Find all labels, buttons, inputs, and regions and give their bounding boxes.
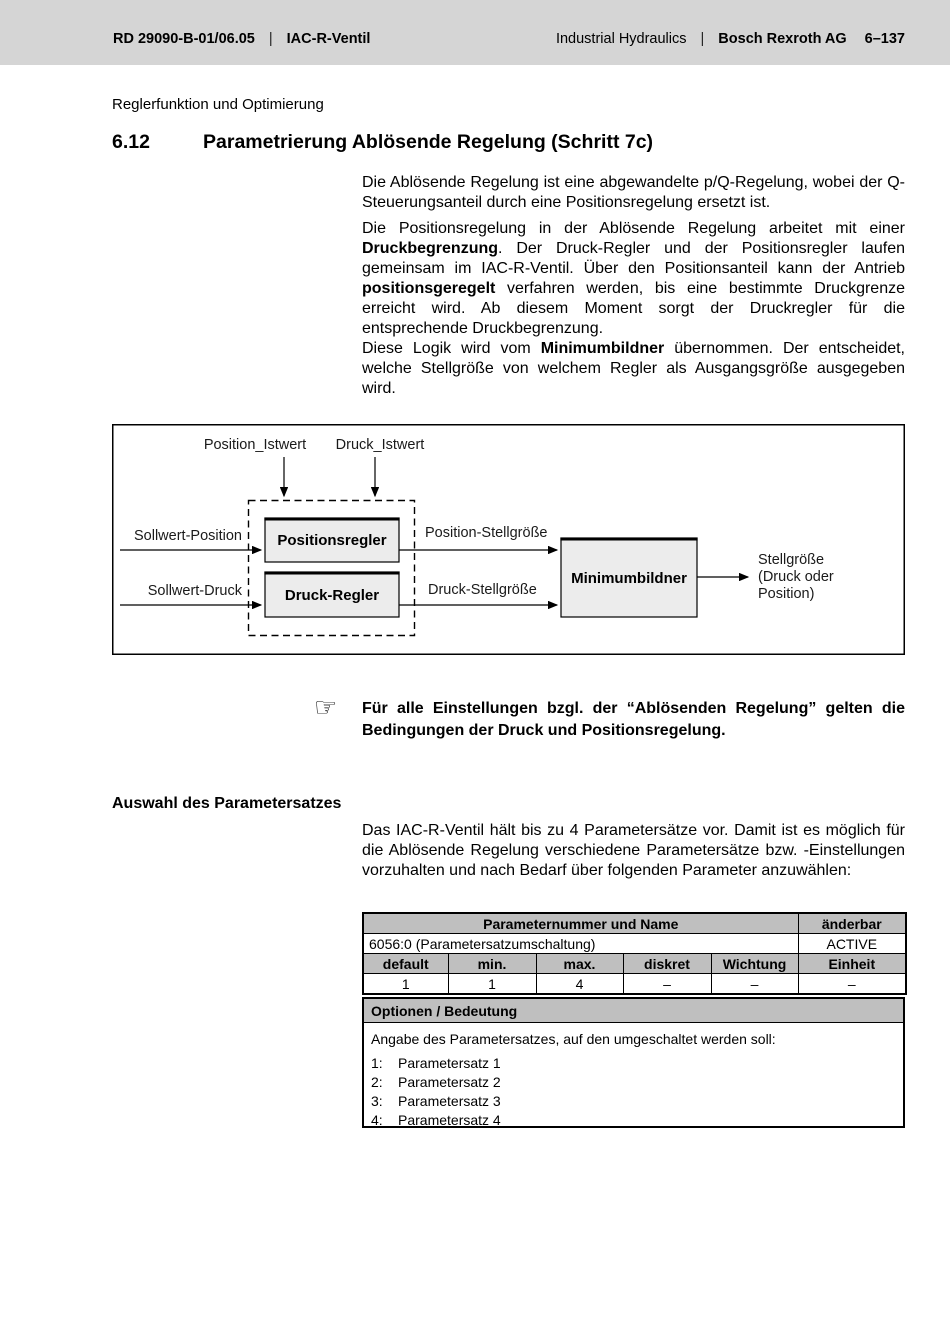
option-label: Parametersatz 1 xyxy=(398,1055,501,1071)
col-header-wichtung: Wichtung xyxy=(711,954,798,974)
keyword-positionsgeregelt: positionsgeregelt xyxy=(362,280,496,297)
block-positionsregler-label: Positionsregler xyxy=(277,532,387,549)
page-number: 6–137 xyxy=(864,30,905,47)
note-text: Für alle Einstellungen bzgl. der “Ablösenden Regelung” gelten die Bedingungen der Druck und Positionsregelung. xyxy=(362,700,905,739)
intro-paragraphs xyxy=(362,173,905,399)
param-id-cell: 6056:0 (Parametersatzumschaltung) xyxy=(363,934,798,954)
company-name: Bosch Rexroth AG xyxy=(718,30,847,47)
option-number: 2: xyxy=(371,1074,383,1090)
option-number: 1: xyxy=(371,1055,383,1071)
label-druck-istwert: Druck_Istwert xyxy=(335,437,425,453)
paragraph-2-text: Die Positionsregelung in der Ablösende Regelung arbeitet mit einer xyxy=(362,220,905,237)
paragraph-2-text: . Der Druck-Regler und der Positionsregler laufen gemeinsam im IAC-R-Ventil. Über den Positionsanteil kann der Antrieb xyxy=(362,240,905,277)
col-header-parameternummer: Parameternummer und Name xyxy=(363,913,798,934)
col-header-einheit: Einheit xyxy=(798,954,906,974)
breadcrumb: Reglerfunktion und Optimierung xyxy=(112,96,324,113)
col-header-min: min. xyxy=(448,954,536,974)
option-number: 4: xyxy=(371,1112,383,1128)
paragraph-3 xyxy=(362,339,905,399)
label-druck-stellgroesse: Druck-Stellgröße xyxy=(428,582,537,598)
header-right xyxy=(556,31,905,47)
table-row-values xyxy=(363,974,906,995)
list-item xyxy=(371,1111,896,1130)
value-wichtung: – xyxy=(711,974,798,995)
col-header-aenderbar: änderbar xyxy=(798,913,906,934)
product-name: IAC-R-Ventil xyxy=(286,30,371,47)
value-min: 1 xyxy=(448,974,536,995)
paragraph-3-text: übernommen. Der entscheidet, welche Stellgröße von welchem Regler als Ausgangsgröße ausgegeben wird. xyxy=(362,340,906,397)
value-default: 1 xyxy=(363,974,448,995)
block-minimumbildner-label: Minimumbildner xyxy=(571,570,687,587)
block-diagram xyxy=(112,424,905,655)
label-sollwert-druck: Sollwert-Druck xyxy=(147,583,242,599)
table-row-param-id xyxy=(363,934,906,954)
list-item xyxy=(371,1054,896,1073)
value-einheit: – xyxy=(798,974,906,995)
col-header-diskret: diskret xyxy=(623,954,711,974)
col-header-max: max. xyxy=(536,954,623,974)
option-number: 3: xyxy=(371,1093,383,1109)
value-max: 4 xyxy=(536,974,623,995)
value-diskret: – xyxy=(623,974,711,995)
subsection-intro: Das IAC-R-Ventil hält bis zu 4 Parametersätze vor. Damit ist es möglich für die Ablösende Regelung verschiedene Parametersätze bzw. -Einstellungen vorzuhalten und nach Bedarf über folgenden Parameter anzuwählen: xyxy=(362,822,905,879)
paragraph-3-text: Diese Logik wird vom xyxy=(362,340,541,357)
section-heading xyxy=(112,131,653,154)
label-sollwert-position: Sollwert-Position xyxy=(134,528,242,544)
section-title: Parametrierung Ablösende Regelung (Schritt 7c) xyxy=(203,131,654,153)
division-name: Industrial Hydraulics xyxy=(555,30,687,47)
keyword-druckbegrenzung: Druckbegrenzung xyxy=(362,240,499,257)
list-item xyxy=(371,1073,896,1092)
option-label: Parametersatz 4 xyxy=(398,1112,501,1128)
pointing-hand-icon: ☞ xyxy=(314,692,338,722)
option-label: Parametersatz 3 xyxy=(398,1093,501,1109)
label-position-istwert: Position_Istwert xyxy=(203,437,307,453)
col-header-default: default xyxy=(363,954,448,974)
block-druck-regler-label: Druck-Regler xyxy=(284,587,380,604)
parameter-table xyxy=(362,912,907,995)
changeable-value-cell: ACTIVE xyxy=(798,934,906,954)
paragraph-1: Die Ablösende Regelung ist eine abgewandelte p/Q-Regelung, wobei der Q-Steuerungsanteil durch eine Positionsregelung ersetzt ist. xyxy=(362,174,905,211)
options-body xyxy=(364,1023,903,1130)
header-separator: | xyxy=(268,30,273,47)
table-row-columns xyxy=(363,954,906,974)
options-table xyxy=(362,997,905,1128)
doc-id: RD 29090-B-01/06.05 xyxy=(113,30,255,47)
section-number: 6.12 xyxy=(112,131,150,153)
table-row-header xyxy=(363,913,906,934)
page-header xyxy=(0,0,950,65)
label-position-stellgroesse: Position-Stellgröße xyxy=(425,525,548,541)
list-item xyxy=(371,1092,896,1111)
options-header: Optionen / Bedeutung xyxy=(364,999,903,1023)
paragraph-2-text: verfahren werden, bis eine bestimmte Druckgrenze erreicht wird. Ab diesem Moment sorgt der Druckregler für die entsprechende Druckbegrenzung. xyxy=(362,280,905,337)
label-output-line2: (Druck oder xyxy=(758,569,834,585)
keyword-minimumbildner: Minimumbildner xyxy=(540,340,665,357)
paragraph-2 xyxy=(362,219,905,339)
label-output-line1: Stellgröße xyxy=(758,552,825,568)
option-label: Parametersatz 2 xyxy=(398,1074,501,1090)
options-intro: Angabe des Parametersatzes, auf den umgeschaltet werden soll: xyxy=(371,1031,776,1047)
header-left xyxy=(113,31,370,47)
subsection-title: Auswahl des Parametersatzes xyxy=(112,795,342,812)
label-output-line3: Position) xyxy=(758,586,815,602)
header-separator: | xyxy=(700,30,705,47)
